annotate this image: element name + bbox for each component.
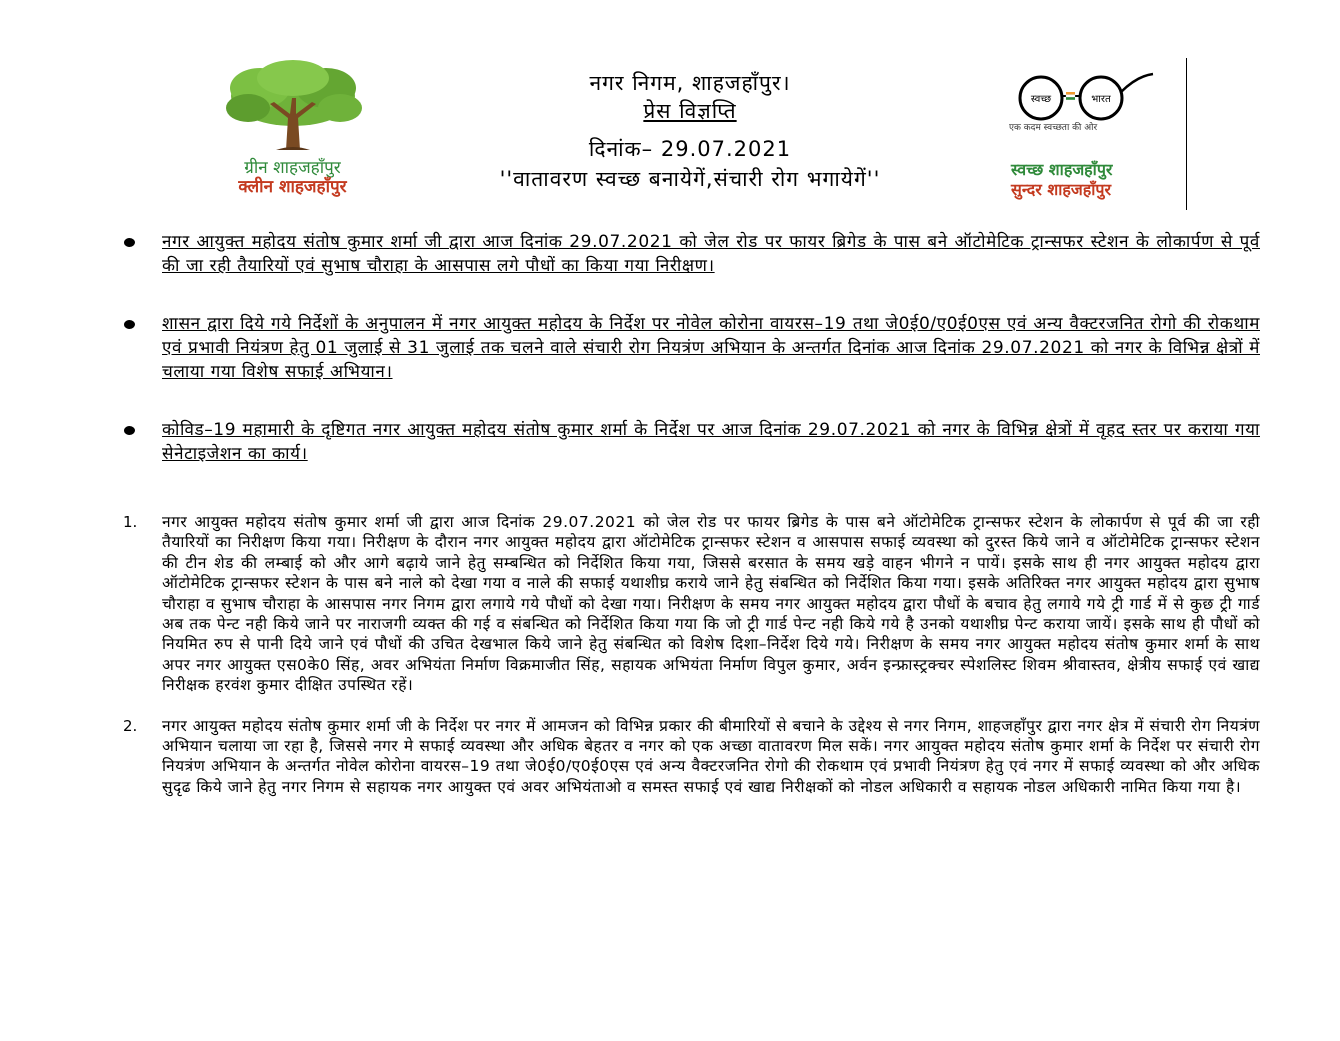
highlight-text: नगर आयुक्त महोदय संतोष कुमार शर्मा जी द्वारा आज दिनांक 29.07.2021 को जेल रोड पर फायर ब्रिगेड के पास बने ऑटोमेटिक ट्रान्सफर स्टेशन के लोकार्पण से पूर्व की जा रही तैयारियों एवं सुभाष चौराहा के आसपास लगे पौधों का किया गया निरीक्षण। [162,232,1260,276]
header-titles [400,70,980,192]
item-number: 1. [123,513,138,531]
right-lens-text: भारत [1091,94,1111,105]
bullet-icon [124,320,135,329]
bullet-icon [124,426,135,435]
item-number: 2. [123,716,138,735]
detail-text: नगर आयुक्त महोदय संतोष कुमार शर्मा जी के निर्देश पर नगर में आमजन को विभिन्न प्रकार की बीमारियों से बचाने के उद्देश्य से नगर निगम, शाहजहाँपुर द्वारा नगर क्षेत्र में संचारी रोग नियत्रंण अभियान चलाया जा रहा है, जिससे नगर मे सफाई व्यवस्था और अधिक बेहतर व नगर को एक अच्छा वातावरण मिल सकें। नगर आयुक्त महोदय संतोष कुमार शर्मा के निर्देश पर संचारी रोग नियत्रंण अभियान के अन्तर्गत नोवेल कोरोना वायरस–19 तथा जे0ई0/ए0ई0एस एवं अन्य वैक्टरजनित रोगो की रोकथाम एवं प्रभावी नियंत्रण हेतु एवं नगर में सफाई व्यवस्था को और अधिक सुदृढ किये जाने हेतु नगर निगम से सहायक नगर आयुक्त एवं अवर अभियंताओ व समस्त सफाई एवं खाद्य निरीक्षकों को नोडल अधिकारी व सहायक नोडल अधिकारी नामित किया गया है। [162,716,1260,796]
swachh-caption: एक कदम स्वच्छता की ओर [1009,123,1098,133]
detail-text: नगर आयुक्त महोदय संतोष कुमार शर्मा जी द्वारा आज दिनांक 29.07.2021 को जेल रोड पर फायर ब्रिगेड के पास बने ऑटोमेटिक ट्रान्सफर स्टेशन के लोकार्पण से पूर्व की जा रही तैयारियों का निरीक्षण किया गया। निरीक्षण के दौरान नगर आयुक्त महोदय द्वारा ऑटोमेटिक ट्रान्सफर स्टेशन व आसपास सफाई व्यवस्था को दुरस्त किये जाने व ऑटोमेटिक ट्रान्सफर स्टेशन की टीन शेड की लम्बाई को और आगे बढ़ाये जाने हेतु सम्बन्धित को निर्देशित किया गया, जिससे बरसात के समय खड़े वाहन भीगने न पायें। इसके साथ ही नगर आयुक्त महोदय द्वारा ऑटोमेटिक ट्रान्सफर स्टेशन के पास बने नाले को देखा गया व नाले की सफाई यथाशीघ्र कराये जाने हेतु संबन्धित को निर्देशित किया गया। इसके अतिरिक्त नगर आयुक्त महोदय द्वारा सुभाष चौराहा व सुभाष चौराहा के आसपास नगर निगम द्वारा लगाये गये पौधों को देखा गया। निरीक्षण के समय नगर आयुक्त महोदय द्वारा पौधों के बचाव हेतु लगाये गये ट्री गार्ड में से कुछ ट्री गार्ड अब तक पेन्ट नही किये जाने पर नाराजगी व्यक्त की गई व संबन्धित को निर्देशित किया गया कि जो ट्री गार्ड पेन्ट नही किये गये है उनको यथाशीघ्र पेन्ट कराया जायें। इसके साथ ही पौधों को नियमित रुप से पानी दिये जाने एवं पौधों की उचित देखभाल किये जाने हेतु संबन्धित को विशेष दिशा–निर्देश दिये गये। निरीक्षण के समय नगर आयुक्त महोदय संतोष कुमार शर्मा के साथ अपर नगर आयुक्त एस0के0 सिंह, अवर अभियंता निर्माण विक्रमाजीत सिंह, सहायक अभियंता निर्माण विपुल कुमार, अर्वन इन्फ्रास्ट्रक्चर स्पेशलिस्ट शिवम श्रीवास्तव, क्षेत्रीय सफाई एवं खाद्य निरीक्षक हरवंश कुमार दीक्षित उपस्थित रहें। [162,513,1260,695]
header-divider [1186,58,1187,210]
sundar-shahjahanpur-text: सुन्दर शाहजहाँपुर [1011,180,1112,199]
clean-shahjahanpur-text: क्लीन शाहजहाँपुर [238,177,347,197]
release-date: दिनांक– 29.07.2021 [588,137,792,161]
gandhi-glasses-icon [1005,70,1155,122]
detail-item [120,716,1260,798]
swachh-shahjahanpur-text: स्वच्छ शाहजहाँपुर [1011,160,1113,179]
organization-title: नगर निगम, शाहजहाँपुर। [589,71,791,95]
letterhead [0,0,1340,215]
highlight-item [120,418,1260,466]
bullet-icon [124,238,135,247]
highlights-list [120,230,1260,500]
press-release-label: प्रेस विज्ञप्ति [643,99,737,123]
detail-item [120,512,1260,696]
highlight-text: कोविड–19 महामारी के दृष्टिगत नगर आयुक्त महोदय संतोष कुमार शर्मा के निर्देश पर आज दिनांक 29.07.2021 को नगर के विभिन्न क्षेत्रों में वृहद स्तर पर कराया गया सेनेटाइजेशन का कार्य। [162,420,1260,464]
highlight-item [120,230,1260,278]
swachh-bharat-logo [1005,70,1155,210]
green-shahjahanpur-logo [200,58,385,203]
green-shahjahanpur-text: ग्रीन शाहजहाँपुर [244,158,341,178]
details-list [120,512,1260,797]
tree-icon [208,58,378,158]
slogan: ''वातावरण स्वच्छ बनायेगें,संचारी रोग भगायेगें'' [499,167,881,191]
left-lens-text: स्वच्छ [1030,94,1052,105]
highlight-text: शासन द्वारा दिये गये निर्देशों के अनुपालन में नगर आयुक्त महोदय के निर्देश पर नोवेल कोरोना वायरस–19 तथा जे0ई0/ए0ई0एस एवं अन्य वैक्टरजनित रोगो की रोकथाम एवं प्रभावी नियंत्रण हेतु 01 जुलाई से 31 जुलाई तक चलने वाले संचारी रोग नियत्रंण अभियान के अन्तर्गत दिनांक आज दिनांक 29.07.2021 को नगर के विभिन्न क्षेत्रों में चलाया गया विशेष सफाई अभियान। [162,314,1260,382]
highlight-item [120,312,1260,384]
